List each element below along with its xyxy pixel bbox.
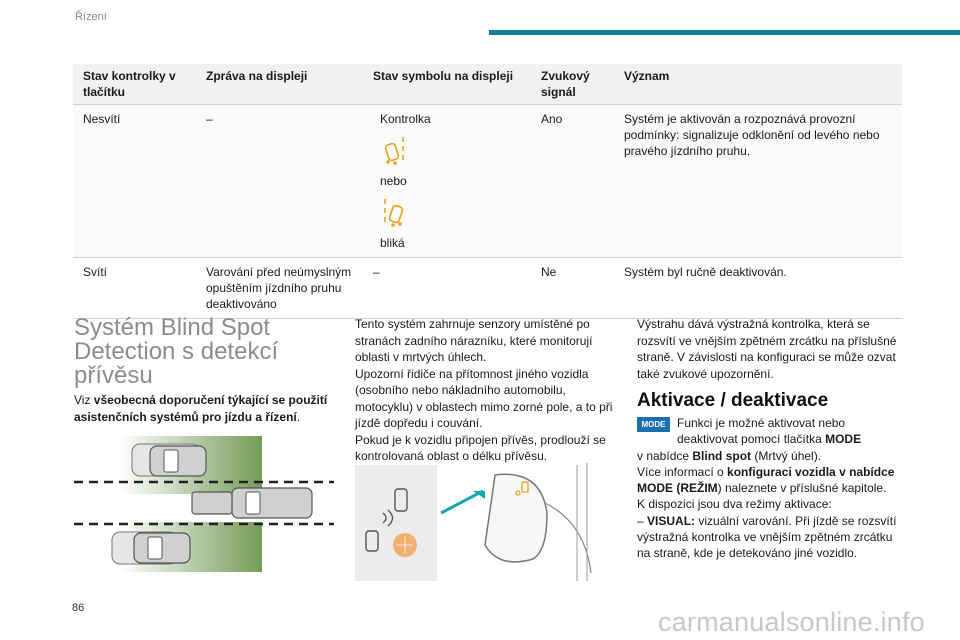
header-cell: Význam xyxy=(614,64,902,105)
paragraph: Pokud je k vozidlu připojen přívěs, prodlouží se kontrolovaná oblast o délku přívěsu. xyxy=(355,432,606,463)
text-run-bold: MODE xyxy=(825,432,862,447)
paragraph xyxy=(637,448,905,464)
lane-departure-icon xyxy=(381,135,407,165)
lane-departure-icon xyxy=(381,197,407,227)
table-cell: Ne xyxy=(531,258,614,319)
intro-text xyxy=(74,392,336,426)
status-table xyxy=(73,64,902,319)
mirror-illustration xyxy=(355,463,607,581)
text-run: Více informací o xyxy=(637,464,728,479)
intro-bold: všeobecná doporučení týkající se použití asistenčních systémů pro jízdu a řízení xyxy=(74,393,328,424)
warning-column: Výstrahu dává výstražná kontrolka, která se rozsvítí ve vnějším zpětném zrcátku na příslušné straně. V závislosti na konfiguraci se může ozvat také zvukové upozornění. xyxy=(637,317,897,381)
paragraph xyxy=(637,431,905,447)
header-cell: Stav symbolu na displeji xyxy=(363,64,531,105)
table-cell: Nesvítí xyxy=(73,105,196,258)
table-cell: Systém byl ručně deaktivován. xyxy=(614,258,902,319)
paragraph: Upozorní řidiče na přítomnost jiného vozidla (osobního nebo nákladního automobilu, motocyklu) v oblastech mimo zorné pole, a to při jízdě dopředu i couvání. xyxy=(355,366,613,430)
text-run: – xyxy=(637,513,648,528)
paragraph xyxy=(637,464,905,497)
table-cell: Svítí xyxy=(73,258,196,319)
activation-text xyxy=(637,415,905,562)
section-title: Systém Blind Spot Detection s detekcí přívěsu xyxy=(74,314,279,389)
watermark: carmanualsonline.info xyxy=(658,607,925,637)
paragraph: Funkci je možné aktivovat nebo xyxy=(677,416,846,430)
description-column xyxy=(355,316,617,465)
symbol-label: nebo xyxy=(380,174,407,188)
blind-spot-illustration xyxy=(72,432,334,572)
page-number: 86 xyxy=(72,602,85,614)
paragraph xyxy=(637,513,905,562)
text-run-bold: VISUAL: xyxy=(647,513,696,528)
header-cell: Zvukový signál xyxy=(531,64,614,105)
text-run: deaktivovat pomocí tlačítka xyxy=(677,432,826,447)
table-cell: Systém je aktivován a rozpoznává provozní podmínky: signalizuje odklonění od levého nebo pravého jízdního pruhu. xyxy=(614,105,902,258)
text-run: (Mrtvý úhel). xyxy=(751,448,822,463)
header-cell: Zpráva na displeji xyxy=(196,64,363,105)
intro-prefix: Viz xyxy=(74,393,94,407)
table-cell: – xyxy=(196,105,363,258)
table-header-row xyxy=(73,64,902,105)
text-run: v nabídce xyxy=(637,448,693,463)
text-run: ) naleznete v příslušné kapitole. xyxy=(717,481,887,496)
header-cell: Stav kontrolky v tlačítku xyxy=(73,64,196,105)
header-title: Řízení xyxy=(75,11,107,23)
table-cell: – xyxy=(363,258,531,319)
paragraph: K dispozici jsou dva režimy aktivace: xyxy=(637,497,832,512)
header-accent-bar xyxy=(489,30,960,35)
symbol-label: bliká xyxy=(380,236,405,250)
activation-heading: Aktivace / deaktivace xyxy=(637,390,829,411)
table-cell: Varování před neúmyslným opuštěním jízdního pruhu deaktivováno xyxy=(196,258,363,319)
table-row xyxy=(73,105,902,258)
table-cell-symbol xyxy=(363,105,531,258)
mode-button-icon: MODE xyxy=(637,417,670,432)
text-run: vizuální varování. Při jízdě se rozsvítí výstražná kontrolka ve vnějším zpětném zrcátku na straně, kde je detekováno jiné vozidlo. xyxy=(637,513,897,561)
symbol-label: Kontrolka xyxy=(380,112,431,126)
table-cell: Ano xyxy=(531,105,614,258)
table-row xyxy=(73,258,902,319)
text-run-bold: konfiguraci vozidla v nabídce MODE (REŽIM xyxy=(637,464,895,496)
text-run-bold: Blind spot xyxy=(692,448,752,463)
intro-suffix: . xyxy=(296,410,301,424)
paragraph: Tento systém zahrnuje senzory umístěné po stranách zadního nárazníku, které monitorují oblasti v mrtvých úhlech. xyxy=(355,317,593,364)
